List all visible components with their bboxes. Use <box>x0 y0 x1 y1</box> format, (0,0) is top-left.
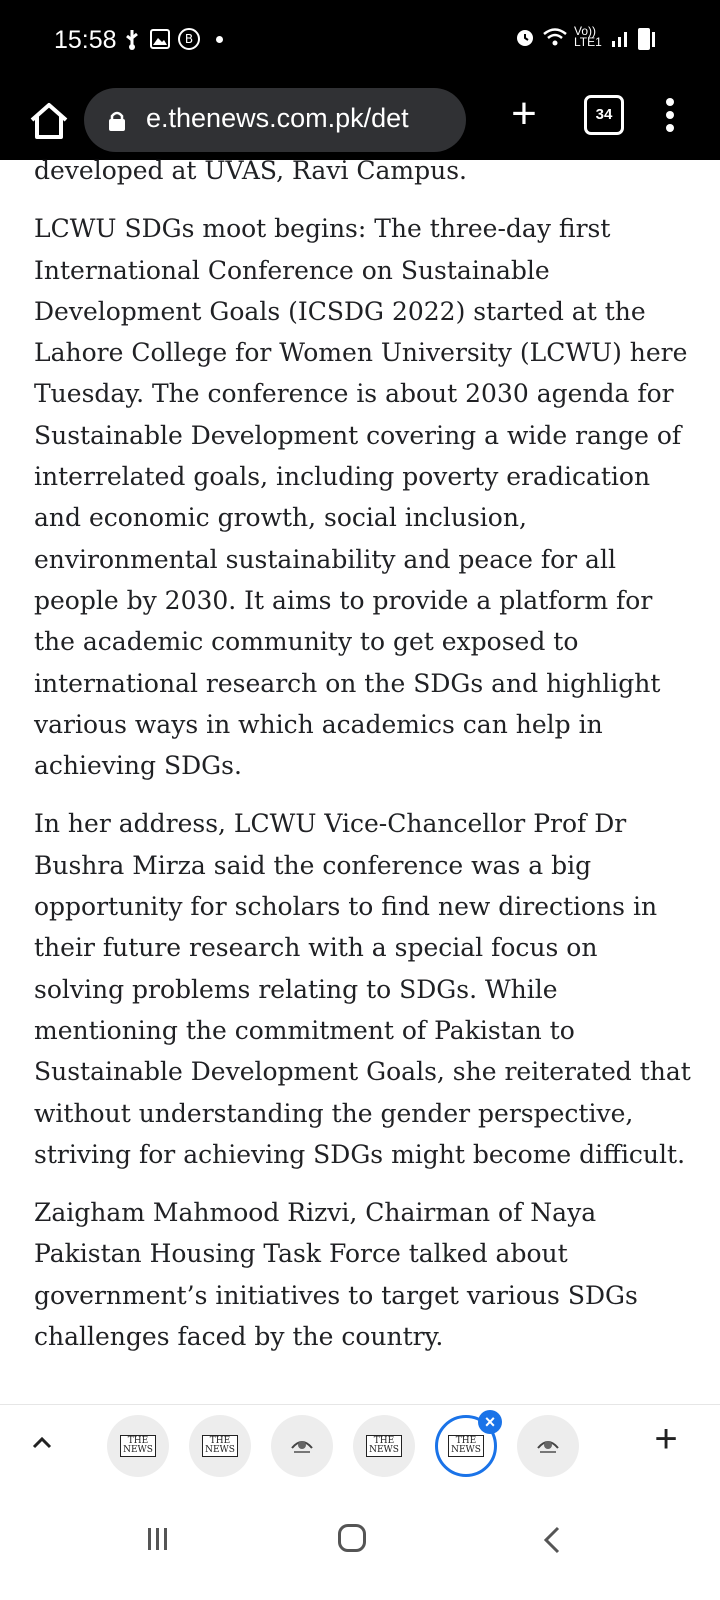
close-tab-icon[interactable]: × <box>478 1410 502 1434</box>
usb-icon <box>122 28 142 50</box>
tab-strip <box>0 1404 720 1487</box>
home-nav-icon[interactable] <box>338 1524 366 1552</box>
the-news-logo: THE NEWS <box>120 1435 156 1457</box>
status-bar <box>0 0 720 80</box>
b-icon: B <box>178 28 200 50</box>
back-icon[interactable] <box>540 1526 564 1554</box>
battery-icon <box>638 28 650 50</box>
add-tab-icon[interactable]: + <box>654 1417 678 1461</box>
article-paragraph: developed at UVAS, Ravi Campus. <box>34 156 468 185</box>
tab-thumbnail[interactable] <box>107 1415 169 1477</box>
more-notifications-icon <box>216 36 223 43</box>
browser-toolbar <box>0 80 720 160</box>
alarm-icon <box>514 26 536 48</box>
tab-thumbnail[interactable] <box>517 1415 579 1477</box>
network-label: Vo)) LTE1 <box>574 24 602 49</box>
tab-thumbnail[interactable] <box>189 1415 251 1477</box>
article-body <box>34 150 694 1357</box>
system-nav-bar <box>0 1486 720 1600</box>
status-notification-icons <box>122 28 223 50</box>
the-news-logo: THE NEWS <box>366 1435 402 1457</box>
recent-apps-icon[interactable] <box>146 1526 170 1552</box>
chevron-up-icon[interactable] <box>30 1431 54 1455</box>
status-time: 15:58 <box>54 26 117 54</box>
emblem-icon <box>288 1434 316 1458</box>
new-tab-button[interactable]: + <box>511 89 537 138</box>
home-icon[interactable] <box>24 96 74 146</box>
tab-thumbnail[interactable] <box>353 1415 415 1477</box>
article-paragraph: LCWU SDGs moot begins: The three-day first International Conference on Sustainable Development Goals (ICSDG 2022) started at the Lahore College for Women University (LCWU) here Tuesday. The conference is about 2030 agenda for Sustainable Development covering a wide range of interrelated goals, including poverty eradication and economic growth, social inclusion, environmental sustainability and peace for all people by 2030. It aims to provide a platform for the academic community to get exposed to international research on the SDGs and highlight various ways in which academics can help in achieving SDGs. <box>34 214 688 781</box>
url-text[interactable]: e.thenews.com.pk/det <box>146 103 409 133</box>
signal-icon-sim1 <box>610 27 632 47</box>
emblem-icon <box>534 1434 562 1458</box>
gallery-icon <box>150 29 170 49</box>
wifi-icon <box>542 27 568 47</box>
the-news-logo: THE NEWS <box>448 1435 484 1457</box>
lock-icon[interactable] <box>108 110 126 132</box>
article-paragraph: Zaigham Mahmood Rizvi, Chairman of Naya Pakistan Housing Task Force talked about government’s initiatives to target various SDGs challenges faced by the country. <box>34 1198 638 1352</box>
tab-thumbnail[interactable] <box>271 1415 333 1477</box>
article-paragraph: In her address, LCWU Vice-Chancellor Prof Dr Bushra Mirza said the conference was a big opportunity for scholars to find new directions in their future research with a special focus on solving problems relating to SDGs. While mentioning the commitment of Pakistan to Sustainable Development Goals, she reiterated that without understanding the gender perspective, striving for achieving SDGs might become difficult. <box>34 809 691 1169</box>
tab-switcher-button[interactable]: 34 <box>584 95 624 135</box>
more-menu-icon[interactable] <box>660 94 680 140</box>
address-bar[interactable] <box>84 88 466 152</box>
the-news-logo: THE NEWS <box>202 1435 238 1457</box>
